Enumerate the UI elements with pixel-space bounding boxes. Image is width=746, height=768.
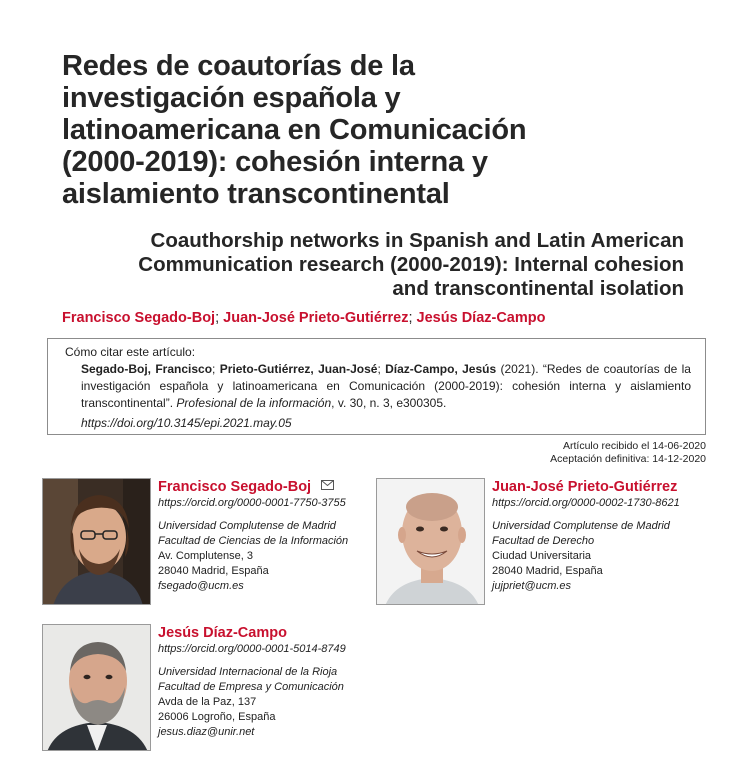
institution: Universidad Complutense de Madrid bbox=[158, 520, 336, 532]
city-address: 28040 Madrid, España bbox=[158, 565, 269, 577]
title-line: investigación española y bbox=[62, 82, 401, 114]
citation-author: Segado-Boj, Francisco bbox=[81, 362, 213, 376]
citation-text: Segado-Boj, Francisco; Prieto-Gutiérrez, Juan-José; Díaz-Campo, Jesús (2021). “Redes de coautorías de la investigación española y latinoamericana en Comunicación (2000-2019): cohesión interna y aislamiento transcontinental”. Profesional de la información, v. 30, n. 3, e300305. bbox=[81, 362, 691, 410]
portrait-image bbox=[43, 479, 151, 605]
subtitle-line: Coauthorship networks in Spanish and Latin American bbox=[150, 229, 684, 252]
email-link[interactable]: fsegado@ucm.es bbox=[158, 580, 244, 592]
article-title bbox=[62, 50, 702, 210]
orcid-link[interactable]: https://orcid.org/0000-0001-5014-8749 bbox=[158, 643, 346, 655]
email-link[interactable]: jujpriet@ucm.es bbox=[492, 580, 572, 592]
citation-label: Cómo citar este artículo: bbox=[65, 345, 196, 359]
author-card-name[interactable]: Juan-José Prieto-Gutiérrez bbox=[492, 479, 678, 495]
city-address: 28040 Madrid, España bbox=[492, 565, 603, 577]
title-line: Redes de coautorías de la bbox=[62, 50, 415, 82]
institution: Universidad Internacional de la Rioja bbox=[158, 666, 338, 678]
author-card-segado bbox=[158, 478, 348, 594]
title-line: aislamiento transcontinental bbox=[62, 178, 450, 210]
author-photo-diaz bbox=[42, 624, 151, 751]
author-card-prieto bbox=[492, 478, 680, 594]
received-date: Artículo recibido el 14-06-2020 bbox=[562, 440, 706, 452]
author-photo-prieto bbox=[376, 478, 485, 605]
citation-journal: Profesional de la información bbox=[176, 396, 332, 410]
institution: Universidad Complutense de Madrid bbox=[492, 520, 670, 532]
title-line: (2000-2019): cohesión interna y bbox=[62, 146, 488, 178]
author-separator: ; bbox=[408, 310, 413, 326]
subtitle-line: Communication research (2000-2019): Internal cohesion bbox=[138, 253, 684, 276]
author-card-name[interactable]: Jesús Díaz-Campo bbox=[158, 625, 287, 641]
citation-author: Prieto-Gutiérrez, Juan-José bbox=[219, 362, 378, 376]
city-address: 26006 Logroño, España bbox=[158, 711, 276, 723]
email-link[interactable]: jesus.diaz@unir.net bbox=[158, 726, 255, 738]
author-list bbox=[62, 310, 545, 326]
envelope-icon[interactable] bbox=[321, 480, 334, 495]
author-name[interactable]: Jesús Díaz-Campo bbox=[416, 310, 546, 326]
author-name[interactable]: Juan-José Prieto-Gutiérrez bbox=[223, 310, 409, 326]
portrait-image bbox=[43, 625, 151, 751]
citation-year: (2021). bbox=[500, 362, 539, 376]
title-line: latinoamericana en Comunicación bbox=[62, 114, 527, 146]
author-card-name[interactable]: Francisco Segado-Boj bbox=[158, 479, 312, 495]
author-card-diaz bbox=[158, 624, 346, 740]
citation-title: “Redes de coautorías de la investigación española y latinoamericana en Comunicación (2000-2019): cohesión interna y aislamiento transcontinental”. bbox=[81, 362, 691, 410]
orcid-link[interactable]: https://orcid.org/0000-0001-7750-3755 bbox=[158, 497, 346, 509]
faculty: Facultad de Derecho bbox=[492, 535, 595, 547]
street-address: Avda de la Paz, 137 bbox=[158, 696, 257, 708]
citation-details: , v. 30, n. 3, e300305. bbox=[331, 396, 447, 410]
accepted-date: Aceptación definitiva: 14-12-2020 bbox=[550, 453, 706, 465]
street-address: Av. Complutense, 3 bbox=[158, 550, 253, 562]
citation-box bbox=[47, 338, 706, 435]
faculty: Facultad de Ciencias de la Información bbox=[158, 535, 349, 547]
citation-doi-link[interactable]: https://doi.org/10.3145/epi.2021.may.05 bbox=[81, 416, 292, 430]
citation-author: Díaz-Campo, Jesús bbox=[385, 362, 497, 376]
street-address: Ciudad Universitaria bbox=[492, 550, 592, 562]
author-name[interactable]: Francisco Segado-Boj bbox=[62, 310, 216, 326]
orcid-link[interactable]: https://orcid.org/0000-0002-1730-8621 bbox=[492, 497, 680, 509]
article-dates bbox=[550, 440, 706, 466]
faculty: Facultad de Empresa y Comunicación bbox=[158, 681, 344, 693]
subtitle-line: and transcontinental isolation bbox=[392, 277, 684, 300]
author-separator: ; bbox=[215, 310, 220, 326]
article-subtitle-english bbox=[44, 229, 684, 301]
author-photo-segado bbox=[42, 478, 151, 605]
portrait-image bbox=[377, 479, 485, 605]
